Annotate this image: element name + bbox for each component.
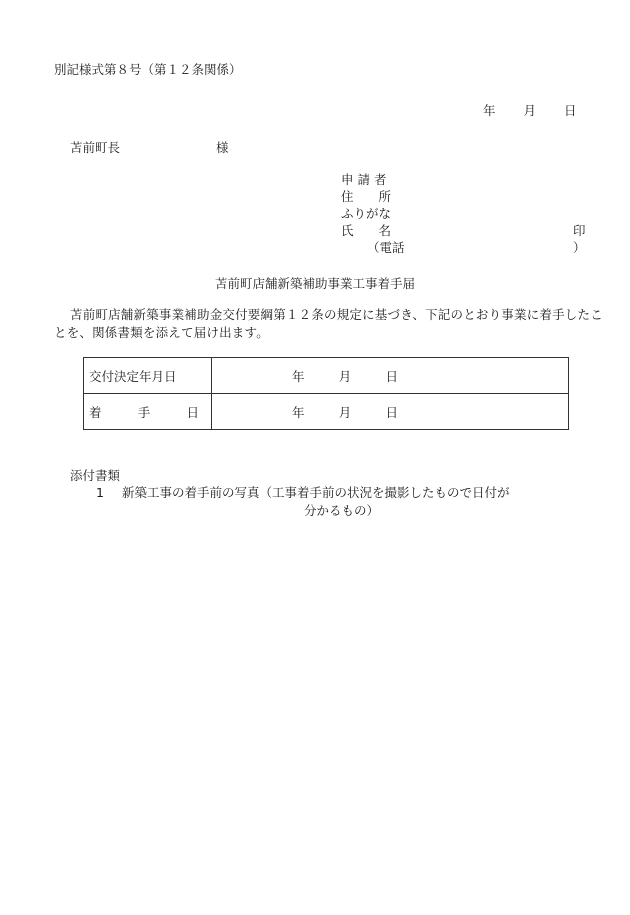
phone-close-paren: ） <box>573 240 586 255</box>
attachment-text-line2: 分かるもの） <box>304 503 380 518</box>
phone-row <box>341 239 586 256</box>
table-row <box>84 358 569 394</box>
row2-year: 年 <box>292 404 305 420</box>
grant-decision-date-label: 交付決定年月日 <box>84 358 212 394</box>
phone-label: （電話 <box>367 240 405 255</box>
date-month-label: 月 <box>523 103 537 118</box>
addressee-honorific: 様 <box>216 140 229 155</box>
row2-month: 月 <box>338 404 352 420</box>
applicant-block <box>341 171 586 256</box>
address-label: 住 所 <box>341 189 392 204</box>
start-date-label: 着 手 日 <box>84 394 212 430</box>
attachment-item <box>96 484 510 502</box>
row2-day: 日 <box>385 404 398 420</box>
body-paragraph: 苫前町店舗新築事業補助金交付要綱第１２条の規定に基づき、下記のとおり事業に着手したことを、関係書類を添えて届け出ます。 <box>54 307 603 340</box>
row1-month: 月 <box>338 368 352 384</box>
addressee-name: 苫前町長 <box>70 140 121 155</box>
date-year-label: 年 <box>483 103 496 118</box>
row1-year: 年 <box>292 368 305 384</box>
name-row <box>341 222 586 239</box>
attachment-number: 1 <box>96 485 104 500</box>
name-label: 氏 名 <box>341 223 392 238</box>
details-table <box>83 357 569 430</box>
seal-mark: 印 <box>573 223 586 238</box>
document-title: 苫前町店舗新築補助事業工事着手届 <box>214 276 415 291</box>
applicant-header: 申 請 者 <box>341 172 387 187</box>
start-date-value <box>212 394 569 430</box>
furigana-label: ふりがな <box>341 206 392 221</box>
submission-date <box>483 101 577 119</box>
form-reference: 別記様式第８号（第１２条関係） <box>54 62 242 77</box>
attachments-heading: 添付書類 <box>70 468 121 483</box>
attachment-text-line1: 新築工事の着手前の写真（工事着手前の状況を撮影したもので日付が <box>122 485 510 500</box>
grant-decision-date-value <box>212 358 569 394</box>
date-day-label: 日 <box>564 103 577 118</box>
row1-day: 日 <box>385 368 398 384</box>
table-row <box>84 394 569 430</box>
addressee <box>70 138 229 156</box>
